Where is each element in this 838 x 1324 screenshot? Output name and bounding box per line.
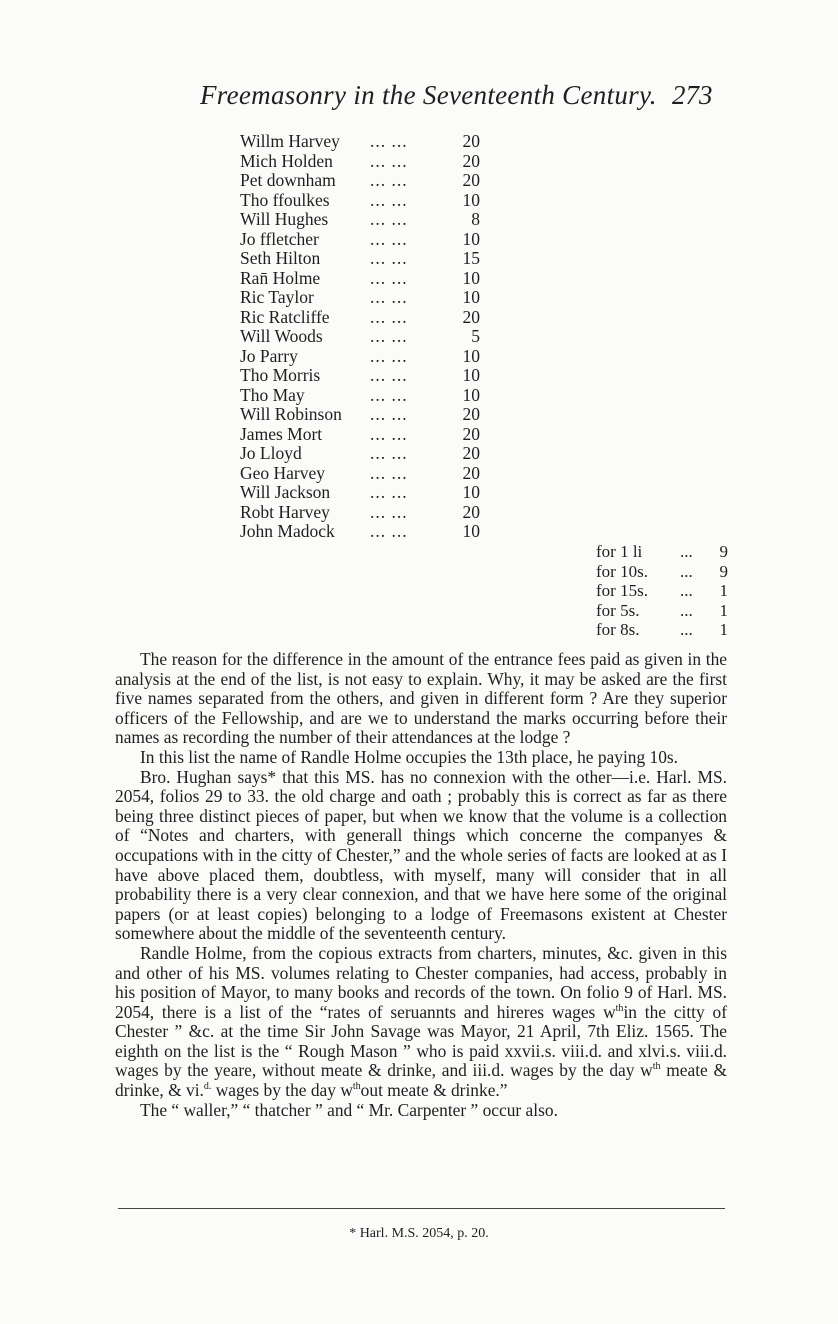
list-item [240, 308, 480, 328]
leader-dots: ... ... [370, 443, 408, 463]
leader-dots: ... ... [370, 209, 408, 229]
superscript: th [652, 1061, 661, 1073]
fee-amount: 10 [462, 521, 480, 541]
leader-dots: ... ... [370, 228, 408, 249]
fee-amount: 20 [462, 404, 480, 424]
paragraph: In this list the name of Randle Holme occupies the 13th place, he paying 10s. [140, 746, 679, 767]
summary-row [596, 581, 728, 601]
summary-row [596, 562, 728, 582]
paragraph-text: in the citty of Chester ” &c. at the time Sir John Savage was Mayor, 21 April, 7th Eliz. 1565. The eighth on the list is the “ Rough Mason ” who is paid xxvii.s. viii.d. and xlvi.s. viii.d. wages by the yeare, without meate & drinke, and iii.d. wages by the day w [115, 1001, 727, 1081]
list-item [240, 503, 480, 523]
member-name: Ric Ratcliffe [240, 306, 330, 327]
leader-dots: ... ... [370, 462, 408, 483]
superscript: th [352, 1081, 361, 1093]
list-item [240, 210, 480, 230]
leader-dots: ... ... [370, 131, 408, 151]
list-item [240, 288, 480, 308]
fee-amount: 20 [462, 501, 480, 522]
fee-amount: 10 [462, 365, 480, 385]
member-name: John Madock [240, 521, 335, 541]
leader-dots: ... [680, 620, 693, 639]
superscript: d. [203, 1081, 212, 1093]
paragraph-text: meate & drinke, & vi. [115, 1060, 727, 1101]
fee-amount: 10 [462, 482, 480, 502]
fee-amount: 20 [462, 423, 480, 444]
paragraph: The “ waller,” “ thatcher ” and “ Mr. Carpenter ” occur also. [140, 1099, 558, 1120]
member-name: Will Robinson [240, 404, 342, 424]
fee-summary [596, 542, 728, 640]
leader-dots: ... ... [370, 170, 408, 190]
list-item [240, 483, 480, 503]
member-fee-list [240, 132, 480, 542]
member-name: Will Hughes [240, 209, 329, 229]
summary-label: for 5s. [596, 600, 640, 620]
leader-dots: ... ... [370, 482, 408, 502]
summary-count: 9 [719, 561, 728, 581]
paragraph: Bro. Hughan says* that this MS. has no connexion with the other—i.e. Harl. MS. 2054, folios 29 to 33. the old charge and oath ; probably this is correct as far as there being three distinct pieces of paper, but when we know that the volume is a collection of “Notes and charters, with generall things which concerne the companyes & occupations with in the citty of Chester,” and the whole series of facts are looked at as I have above placed them, doubtless, with myself, many will consider that in all probability there is a very clear connexion, and that we have here some of the original papers (or at least copies) belonging to a lodge of Freemasons existent at Chester somewhere about the middle of the seventeenth century. [115, 766, 727, 944]
fee-amount: 20 [462, 150, 480, 171]
list-item [240, 386, 480, 406]
fee-amount: 10 [462, 267, 480, 288]
leader-dots: ... [680, 542, 693, 561]
fee-amount: 8 [471, 209, 480, 229]
summary-label: for 10s. [596, 561, 648, 581]
running-header-title: Freemasonry in the Seventeenth Century. [200, 80, 657, 110]
leader-dots: ... ... [370, 326, 408, 346]
summary-row [596, 601, 728, 621]
leader-dots: ... ... [370, 248, 408, 268]
leader-dots: ... [680, 561, 693, 581]
paragraph-text: wages by the day w [211, 1080, 353, 1101]
paragraph-text: Randle Holme, from the copious extracts from charters, minutes, &c. given in this and other of his MS. volumes relating to Chester companies, had access, probably in his position of Mayor, to many books and records of the town. On folio 9 of Harl. MS. 2054, there is a list of the “rates of seruannts and hireres wages w [115, 942, 727, 1022]
paragraph-text: out meate & drinke.” [360, 1080, 508, 1101]
list-item [240, 405, 480, 425]
footnote: * Harl. M.S. 2054, p. 20. [349, 1226, 489, 1241]
fee-amount: 10 [462, 384, 480, 405]
paragraph [115, 944, 727, 1101]
paragraph: The reason for the difference in the amount of the entrance fees paid as given in the analysis at the end of the list, is not easy to explain. Why, it may be asked are the first five names separated from the others, and given in different form ? Are they superior officers of the Fellowship, and are we to understand the marks occurring before their names as recording the number of their attendances at the lodge ? [115, 649, 727, 748]
fee-amount: 20 [462, 443, 480, 463]
member-name: Ran̄ Holme [240, 267, 321, 288]
leader-dots: ... ... [370, 306, 408, 327]
member-name: Jo ffletcher [240, 228, 319, 249]
list-item [240, 249, 480, 269]
fee-amount: 10 [462, 287, 480, 307]
summary-row [596, 620, 728, 640]
leader-dots: ... [680, 581, 693, 600]
summary-row [596, 542, 728, 562]
list-item [240, 152, 480, 172]
member-name: Pet downham [240, 170, 336, 190]
list-item [240, 522, 480, 542]
list-item [240, 230, 480, 250]
list-item [240, 444, 480, 464]
member-name: Ric Taylor [240, 287, 314, 307]
fee-amount: 20 [462, 131, 480, 151]
leader-dots: ... [680, 600, 693, 620]
superscript: th [615, 1002, 624, 1014]
list-item [240, 464, 480, 484]
leader-dots: ... ... [370, 365, 408, 385]
member-name: Will Jackson [240, 482, 331, 502]
leader-dots: ... ... [370, 384, 408, 405]
page-number: 273 [672, 80, 713, 110]
leader-dots: ... ... [370, 267, 408, 288]
member-name: Tho May [240, 384, 305, 405]
member-name: Seth Hilton [240, 248, 321, 268]
leader-dots: ... ... [370, 189, 408, 210]
footnote-divider [118, 1208, 725, 1209]
member-name: Tho Morris [240, 365, 321, 385]
summary-count: 9 [719, 542, 728, 561]
fee-amount: 5 [471, 326, 480, 346]
fee-amount: 15 [462, 248, 480, 268]
fee-amount: 20 [462, 306, 480, 327]
leader-dots: ... ... [370, 345, 408, 366]
member-name: Jo Parry [240, 345, 298, 366]
fee-amount: 10 [462, 189, 480, 210]
leader-dots: ... ... [370, 150, 408, 171]
member-name: Jo Lloyd [240, 443, 302, 463]
member-name: Mich Holden [240, 150, 333, 171]
member-name: Will Woods [240, 326, 323, 346]
fee-amount: 10 [462, 228, 480, 249]
leader-dots: ... ... [370, 521, 408, 541]
member-name: Tho ffoulkes [240, 189, 330, 210]
summary-count: 1 [719, 581, 728, 600]
list-item [240, 171, 480, 191]
body-text [115, 650, 727, 1120]
fee-amount: 10 [462, 345, 480, 366]
list-item [240, 269, 480, 289]
summary-count: 1 [719, 600, 728, 620]
fee-amount: 20 [462, 462, 480, 483]
leader-dots: ... ... [370, 423, 408, 444]
list-item [240, 347, 480, 367]
summary-label: for 15s. [596, 581, 648, 600]
summary-label: for 8s. [596, 620, 640, 639]
summary-count: 1 [719, 620, 728, 639]
member-name: Robt Harvey [240, 501, 330, 522]
leader-dots: ... ... [370, 404, 408, 424]
list-item [240, 425, 480, 445]
list-item [240, 327, 480, 347]
member-name: Geo Harvey [240, 462, 326, 483]
list-item [240, 366, 480, 386]
fee-amount: 20 [462, 170, 480, 190]
member-name: James Mort [240, 423, 323, 444]
leader-dots: ... ... [370, 287, 408, 307]
list-item [240, 132, 480, 152]
summary-label: for 1 li [596, 542, 643, 561]
list-item [240, 191, 480, 211]
leader-dots: ... ... [370, 501, 408, 522]
member-name: Willm Harvey [240, 131, 340, 151]
